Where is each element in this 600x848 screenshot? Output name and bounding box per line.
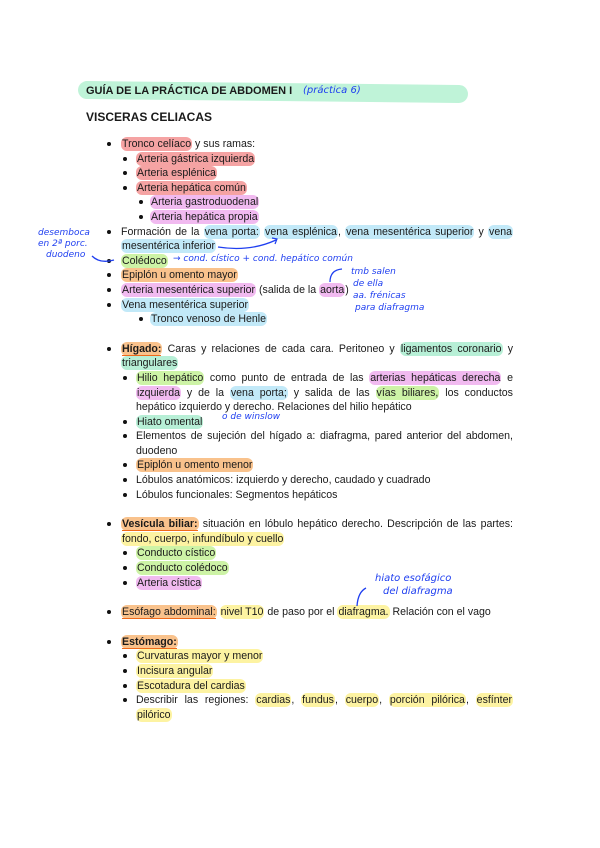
highlighted-text: Arteria cística [137, 576, 202, 589]
text: Lóbulos anatómicos: izquierdo y derecho, caudado y cuadrado [136, 474, 431, 487]
highlighted-text: Arteria gástrica izquierda [137, 152, 255, 165]
highlighted-text: Vena mesentérica superior [122, 298, 249, 311]
underlined-term: Esófago abdominal: [122, 606, 216, 619]
highlighted-text: Curvaturas mayor y menor [137, 650, 263, 663]
text: ) [345, 283, 349, 296]
highlighted-text: Arteria esplénica [137, 167, 216, 180]
bullet-icon [107, 303, 111, 307]
highlighted-text: fundus [302, 694, 334, 707]
bullet-icon [123, 698, 127, 702]
section-heading: VISCERAS CELIACAS [86, 110, 213, 124]
bullet-icon [123, 463, 127, 467]
annotation-desemboca [38, 228, 90, 261]
list-item [86, 429, 513, 458]
annotation-aorta [345, 266, 424, 314]
list-item [86, 283, 513, 298]
list-item [86, 605, 513, 620]
bullet-icon [123, 157, 127, 161]
text: y de la [181, 386, 230, 399]
highlighted-text: porción pilórica [389, 694, 465, 707]
annotation-line: aa. frénicas [353, 291, 406, 301]
text: Describir las regiones: [136, 694, 256, 707]
bullet-icon [123, 493, 127, 497]
annotation-line: en 2ª porc. [38, 239, 88, 249]
annotation-hiato [375, 572, 453, 598]
outline-section [86, 137, 513, 327]
highlighted-text: cardias [256, 694, 291, 707]
highlighted-text: Tronco celíaco [122, 138, 192, 150]
highlighted-text [121, 342, 162, 356]
highlighted-text: Arteria gastroduodenal [151, 196, 259, 209]
list-item [86, 152, 513, 167]
annotation-practica: (práctica 6) [303, 85, 361, 96]
highlighted-text: Conducto cístico [137, 547, 216, 560]
text: Elementos de sujeción del hígado a: diafragma, pared anterior del abdomen, duodeno [136, 430, 513, 457]
highlighted-text: ligamentos coronario [400, 342, 502, 355]
annotation-line: tmb salen [351, 267, 396, 277]
highlighted-text: vena esplénica [265, 225, 337, 238]
bullet-icon [123, 654, 127, 658]
bullet-icon [107, 522, 111, 526]
highlighted-text [121, 605, 217, 619]
highlighted-text: Hiato omental [137, 415, 203, 428]
bullet-icon [123, 434, 127, 438]
outline-section [86, 635, 513, 723]
bullet-icon [107, 610, 111, 614]
annotation-line: de ella [353, 279, 384, 289]
bullet-icon [123, 581, 127, 585]
text: Lóbulos funcionales: Segmentos hepáticos [136, 488, 338, 501]
bullet-icon [107, 273, 111, 277]
highlighted-text: esfínter pilórico [137, 694, 513, 721]
list-item [86, 181, 513, 196]
text: e [501, 371, 513, 384]
highlighted-text: Colédoco [122, 254, 167, 267]
list-item [86, 371, 513, 415]
highlighted-text: cuerpo [345, 694, 379, 707]
highlighted-text: vena porta; [230, 386, 287, 399]
annotation-line: hiato esofágico [375, 573, 452, 584]
bullet-icon [123, 566, 127, 570]
text: Caras y relaciones de cada cara. Peritoneo y [162, 342, 400, 355]
list-item [86, 137, 513, 152]
list-item [86, 210, 513, 225]
text: y sus ramas: [192, 138, 256, 150]
bullet-icon [139, 215, 143, 219]
bullet-icon [107, 347, 111, 351]
text: , [291, 694, 302, 707]
bullet-icon [107, 288, 111, 292]
text [217, 606, 220, 618]
list-item [86, 488, 513, 503]
list-item [86, 693, 513, 722]
underlined-term: Vesícula biliar: [122, 518, 198, 531]
annotation-coledoco: → cond. cístico + cond. hepático común [173, 254, 353, 264]
highlighted-text: izquierda [137, 386, 180, 399]
highlighted-text: Conducto colédoco [137, 562, 228, 575]
highlighted-text [121, 635, 178, 649]
text: y salida de las [287, 386, 376, 399]
highlighted-text: Arteria mesentérica superior [122, 283, 256, 296]
highlighted-text: Arteria hepática propia [151, 210, 258, 223]
highlighted-text: Incisura angular [137, 665, 213, 677]
annotation-line: para diafragma [355, 303, 425, 313]
text: Formación de la [121, 225, 204, 238]
text: como punto de entrada de las [204, 371, 370, 384]
bullet-icon [107, 230, 111, 234]
list-item [86, 298, 513, 313]
bullet-icon [123, 669, 127, 673]
list-item [86, 268, 513, 283]
highlighted-text: vías biliares, [376, 386, 439, 399]
highlighted-text: Epiplón u omento mayor [122, 269, 237, 282]
bullet-icon [107, 640, 111, 644]
highlighted-text: Tronco venoso de Henle [151, 313, 267, 326]
highlighted-text: arterias hepáticas derecha [370, 371, 501, 384]
bullet-icon [123, 551, 127, 555]
underlined-term: Hígado: [122, 342, 162, 355]
bullet-icon [139, 317, 143, 321]
list-item [86, 649, 513, 664]
list-item [86, 195, 513, 210]
bullet-icon [123, 171, 127, 175]
highlighted-text: vena mesentérica inferior [122, 225, 512, 253]
outline [86, 137, 513, 722]
list-item [86, 312, 513, 327]
bullet-icon [123, 376, 127, 380]
highlighted-text: triangulares [122, 357, 178, 370]
bullet-icon [123, 420, 127, 424]
text: Relación con el vago [389, 606, 491, 619]
list-item [86, 635, 513, 650]
list-item [86, 458, 513, 473]
list-item [86, 473, 513, 488]
outline-section [86, 605, 513, 620]
highlighted-text: Epiplón u omento menor [137, 459, 253, 472]
list-item [86, 546, 513, 561]
bullet-icon [123, 684, 127, 688]
page-title: GUÍA DE LA PRÁCTICA DE ABDOMEN I [86, 85, 293, 97]
text: (salida de la [256, 283, 320, 296]
highlighted-text: Hilio hepático [137, 371, 204, 384]
bullet-icon [107, 259, 111, 263]
underlined-term: Estómago: [122, 635, 177, 648]
highlighted-text: nivel T10 [220, 606, 264, 619]
text: , [334, 694, 345, 707]
bullet-icon [123, 186, 127, 190]
list-item [86, 517, 513, 546]
list-item [86, 342, 513, 371]
highlighted-text: aorta [320, 283, 345, 296]
annotation-winslow: o de winslow [222, 412, 281, 422]
annotation-line: desemboca [38, 228, 90, 238]
highlighted-text: diafragma. [338, 606, 389, 619]
text: de paso por el [264, 606, 338, 619]
highlighted-text [121, 517, 199, 531]
highlighted-text: Escotadura del cardias [137, 679, 245, 692]
bullet-icon [107, 142, 111, 146]
bullet-icon [139, 200, 143, 204]
text: y [502, 342, 513, 355]
outline-section [86, 342, 513, 503]
text: , [337, 225, 346, 238]
text: , [465, 694, 476, 707]
text: situación en lóbulo hepático derecho. Descripción de las partes: [198, 518, 513, 531]
highlighted-text: vena mesentérica superior [346, 225, 474, 238]
highlighted-text: fondo, cuerpo, infundíbulo y cuello [122, 532, 284, 545]
text: , [379, 694, 389, 707]
highlighted-text: vena porta: [204, 225, 259, 238]
list-item [86, 664, 513, 679]
list-item [86, 225, 513, 254]
list-item [86, 166, 513, 181]
bullet-icon [123, 478, 127, 482]
text: y [474, 225, 489, 238]
text: los conductos hepático izquierdo y derecho. Relaciones del hilio hepático [136, 386, 513, 414]
highlighted-text: Arteria hepática común [137, 181, 246, 194]
list-item [86, 679, 513, 694]
text [260, 226, 264, 238]
list-item [86, 415, 513, 430]
annotation-line: del diafragma [383, 586, 453, 597]
annotation-line: duodeno [46, 250, 86, 260]
